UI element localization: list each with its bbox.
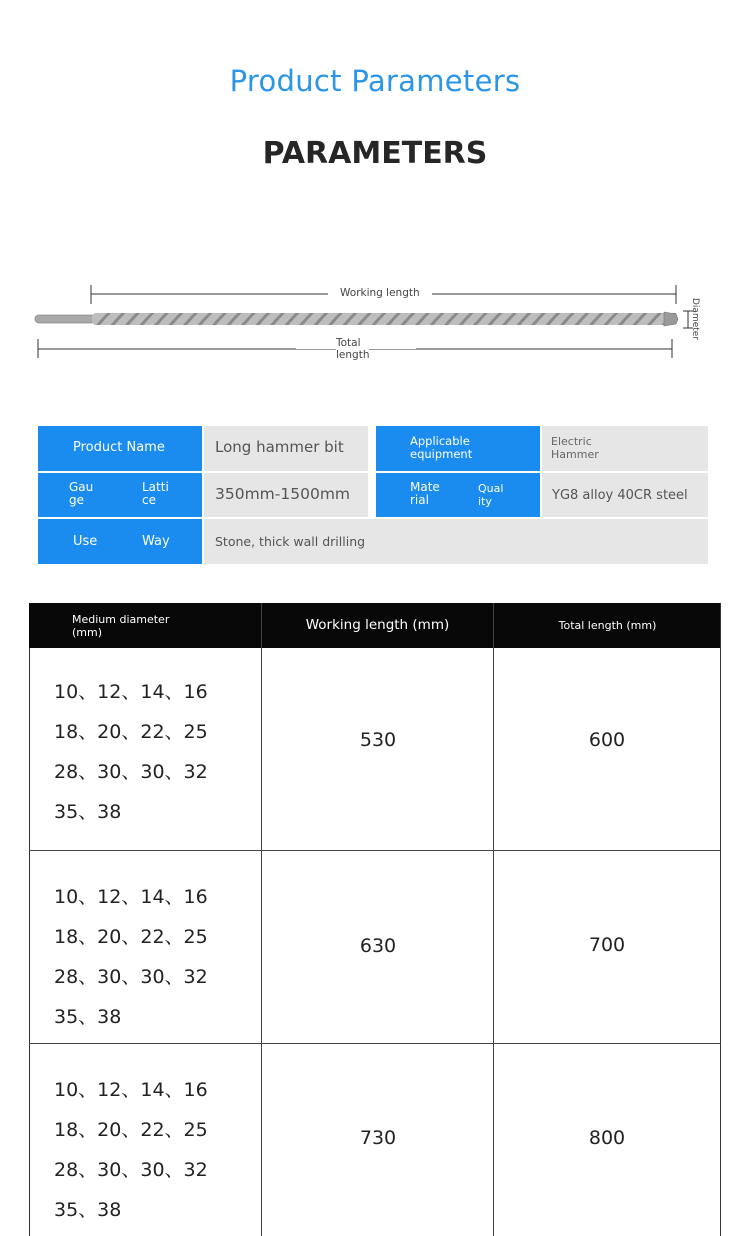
table-header <box>29 603 721 648</box>
working-length-value: 730 <box>359 1127 397 1149</box>
product-name-label: Product Name <box>73 440 165 455</box>
header-total-length <box>494 603 721 648</box>
total-length-label-line1: Total <box>296 337 416 349</box>
diameter-line: 35、38 <box>54 1006 122 1028</box>
diameter-line: 18、20、22、25 <box>54 1119 208 1141</box>
gauge-label-b2: ce <box>142 493 156 507</box>
table-row <box>29 1044 721 1236</box>
working-length-value: 530 <box>359 729 397 751</box>
material-value-cell <box>542 473 708 517</box>
gauge-label-a1: Gau <box>69 480 94 494</box>
diameter-line: 35、38 <box>54 801 122 823</box>
product-name-value: Long hammer bit <box>215 438 344 456</box>
total-length-value: 600 <box>588 729 626 751</box>
table-border-left <box>29 648 30 1236</box>
equipment-value-cell <box>542 426 708 471</box>
gauge-value-cell <box>204 473 368 517</box>
diameter-line: 18、20、22、25 <box>54 721 208 743</box>
diameter-line: 28、30、30、32 <box>54 1159 208 1181</box>
gauge-label-cell <box>38 473 202 517</box>
diameter-line: 28、30、30、32 <box>54 966 208 988</box>
equipment-value-line1: Electric <box>551 435 592 448</box>
diameter-line: 18、20、22、25 <box>54 926 208 948</box>
section-heading: PARAMETERS <box>262 136 488 171</box>
material-label-b2: ity <box>478 495 492 508</box>
header-working-length-text: Working length (mm) <box>305 617 450 633</box>
material-label-a1: Mate <box>410 480 440 494</box>
use-label-cell <box>38 519 202 564</box>
diameter-line: 28、30、30、32 <box>54 761 208 783</box>
use-label-a: Use <box>73 534 98 549</box>
diameter-line: 10、12、14、16 <box>54 681 208 703</box>
gauge-label-b1: Latti <box>142 480 169 494</box>
product-name-label-cell <box>38 426 202 471</box>
equipment-value-line2: Hammer <box>551 448 599 461</box>
material-label-b1: Qual <box>478 482 504 495</box>
drill-bit-diagram <box>0 270 750 380</box>
header-total-length-text: Total length (mm) <box>558 619 657 632</box>
diameter-line: 10、12、14、16 <box>54 886 208 908</box>
size-table <box>29 603 721 1236</box>
diameter-line: 10、12、14、16 <box>54 1079 208 1101</box>
table-row <box>29 648 721 851</box>
table-row <box>29 851 721 1044</box>
use-label-b: Way <box>142 534 170 549</box>
header-diameter <box>29 603 261 648</box>
equipment-label-line1: Applicable <box>410 434 470 448</box>
table-divider-row1 <box>29 850 721 851</box>
equipment-label-cell <box>376 426 540 471</box>
use-value: Stone, thick wall drilling <box>215 534 366 549</box>
material-label-a2: rial <box>410 493 429 507</box>
diameter-line: 35、38 <box>54 1199 122 1221</box>
product-name-value-cell <box>204 426 368 471</box>
header-diameter-line1: Medium diameter <box>72 613 170 626</box>
total-length-value: 800 <box>588 1127 626 1149</box>
table-divider-col2 <box>493 603 494 1236</box>
product-info-grid <box>38 426 708 564</box>
material-label-cell <box>376 473 540 517</box>
table-divider-col1 <box>261 603 262 1236</box>
working-length-label: Working length <box>328 287 432 299</box>
total-length-label-line2: length <box>336 349 370 361</box>
table-divider-row2 <box>29 1043 721 1044</box>
header-diameter-line2: (mm) <box>72 626 103 639</box>
total-length-value: 700 <box>588 934 626 956</box>
gauge-value: 350mm-1500mm <box>215 485 351 503</box>
material-value: YG8 alloy 40CR steel <box>552 488 688 503</box>
working-length-value: 630 <box>359 935 397 957</box>
use-value-cell <box>204 519 708 564</box>
page-title: Product Parameters <box>229 64 521 98</box>
table-border-right <box>720 603 721 1236</box>
diameter-label: Diameter <box>690 298 700 341</box>
equipment-label-line2: equipment <box>410 447 473 461</box>
header-working-length <box>262 603 493 648</box>
gauge-label-a2: ge <box>69 493 84 507</box>
